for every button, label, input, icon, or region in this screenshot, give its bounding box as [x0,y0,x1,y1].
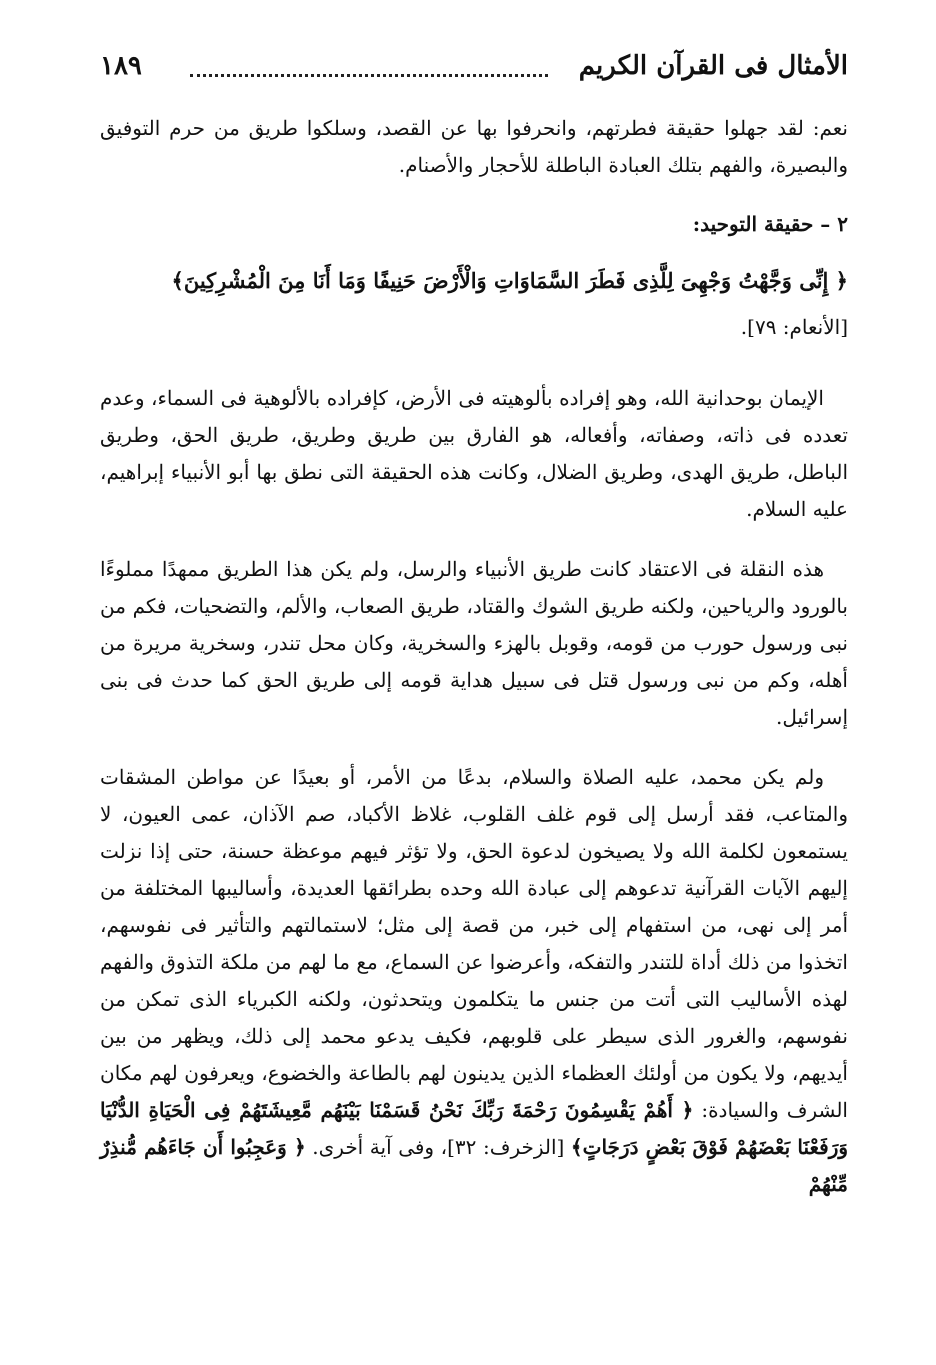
page-header [100,44,848,88]
section-heading: ٢ – حقيقة التوحيد: [692,212,848,236]
running-title: الأمثال فى القرآن الكريم [578,51,848,81]
paragraph-3: هذه النقلة فى الاعتقاد كانت طريق الأنبياء والرسل، ولم يكن هذا الطريق ممهدًا مملوءًا بالورود والرياحين، ولكنه طريق الشوك والقتاد، طريق الصعاب، والألم، والتضحيات، فكم من نبى ورسول حورب من قومه، وقوبل بالهزء والسخرية، وكان محل تندر، وسخرية مريرة من أهله، وكم من نبى ورسول قتل فى سبيل هداية قومه إلى طريق الحق كما حدث فى بنى إسرائيل. [100,557,848,729]
page-number: ١٨٩ [100,51,142,81]
paragraph-4 [100,759,848,1203]
paragraph-2: الإيمان بوحدانية الله، وهو إفراده بألوهيته فى الأرض، كإفراده بالألوهية فى السماء، وعدم تعدده فى ذاته، وصفاته، وأفعاله، هو الفارق بين طريق وطريق، طريق الحق، وطريق الباطل، طريق الهدى، وطريق الضلال، وكانت هذه الحقيقة التى نطق بها أبو الأنبياء إبراهيم، عليه السلام. [100,386,848,521]
paragraph-1: نعم: لقد جهلوا حقيقة فطرتهم، وانحرفوا بها عن القصد، وسلكوا طريق من حرم التوفيق والبصيرة، والفهم بتلك العبادة الباطلة للأحجار والأصنام. [100,116,849,177]
quran-verse-2: ﴿ أَهُمْ يَقْسِمُونَ رَحْمَةَ رَبِّكَ نَحْنُ قَسَمْنَا بَيْنَهُم مَّعِيشَتَهُمْ فِى الْحَيَاةِ الدُّنْيَا وَرَفَعْنَا بَعْضَهُمْ فَوْقَ بَعْضٍ دَرَجَاتٍ﴾ [100,1098,849,1159]
paragraph-4-text: ولم يكن محمد، عليه الصلاة والسلام، بدعًا من الأمر، أو بعيدًا عن مواطن المشقات والمتاعب، فقد أرسل إلى قوم غلف القلوب، غلاظ الأكباد، صم الآذان، عمى العيون، لا يستمعون لكلمة الله ولا يصيخون لدعوة الحق، ولا تؤثر فيهم موعظة حسنة، حتى إذا نزلت إليهم الآيات القرآنية تدعوهم إلى عبادة الله وحده بطرائقها العديدة، وأساليبها المختلفة من أمر إلى نهى، من استفهام إلى خبر، من قصة إلى مثل؛ لاستمالتهم والتأثير فى نفوسهم، اتخذوا من ذلك أداة للتندر والتفكه، وأعرضوا عن السماع، مع ما لهم من ملكة التذوق والفهم لهذه الأساليب التى أتت من جنس ما يتكلمون ويتحدثون، ولكنه الكبرياء الذى تمكن من نفوسهم، والغرور الذى سيطر على قلوبهم، فكيف يدعو محمد إلى ذلك، ويظهر من بين أيديهم، ولا يكون من أولئك العظماء الذين يدينون لهم بالطاعة والخضوع، ويعرفون لهم مكان الشرف والسيادة: [100,765,848,1122]
verse-block-1 [100,258,848,350]
quran-verse-3: ﴿ وَعَجِبُوا أَن جَاءَهُم مُّنذِرٌ مِّنْهُمْ [100,1135,848,1196]
dotted-leader [190,74,548,77]
verse-2-reference: [الزخرف: ٣٢]، وفى آية أخرى. [312,1135,565,1159]
quran-verse-1: ﴿ إِنِّى وَجَّهْتُ وَجْهِىَ لِلَّذِى فَطَرَ السَّمَاوَاتِ وَالْأَرْضَ حَنِيفًا وَمَا أَنَا مِنَ الْمُشْرِكِينَ﴾ [171,268,848,293]
page-body [100,110,848,1203]
verse-1-reference: [الأنعام: ٧٩]. [740,315,848,339]
